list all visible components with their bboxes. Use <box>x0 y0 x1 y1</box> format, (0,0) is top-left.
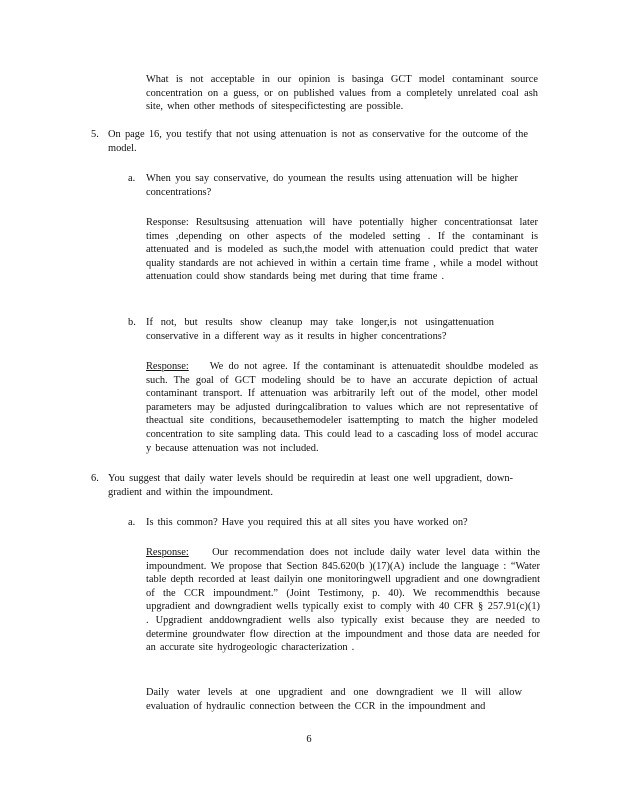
continuation-paragraph: What is not acceptable in our opinion is basinga GCT model contaminant source concentration on a guess, or on published values from a completely unrelated coal ash site, when other methods of sitespecifictesting are possible. <box>146 74 538 113</box>
response-6a-text: Our recommendation does not include daily water level data within the impoundment. We propose that Section 845.620(b )(17)(A) include the language : “Water table depth recorded at least dailyin one monitoringwell upgradient and one downgradient of the CCR impoundment.” (Joint Testimony, p. 40). We recommendthis because upgradient and downgradient wells typically exist to comply with 40 CFR § 257.91(c)(1) . Upgradient anddowngradient wells also typically exist because they are needed to determine groundwater flow direction at the impoundment and those data are needed for an accurate site hydrogeologic characterization . <box>146 547 541 654</box>
response-5a: Response: Resultsusing attenuation will have potentially higher concentrationsat later times ,depending on other aspects of the modeled setting . If the contaminant is attenuated and is modeled as such,the model with attenuation could predict that water quality standards are not achieved in within a certain time frame , while a model without attenuation could show standards being met during that time frame . <box>146 217 538 283</box>
question-6a-label: a. <box>128 517 136 528</box>
question-5b-text: If not, but results show cleanup may take longer,is not usingattenuation conservative in a different way as it results in higher concentrations? <box>146 317 494 342</box>
response-label: Response: <box>146 547 189 558</box>
question-5-number: 5. <box>91 129 99 140</box>
question-5a-text: When you say conservative, do youmean the results using attenuation will be higher concentrations? <box>146 173 518 198</box>
question-5-text: On page 16, you testify that not using attenuation is not as conservative for the outcome of the model. <box>108 129 528 154</box>
page-number: 6 <box>306 734 312 745</box>
question-6a-text: Is this common? Have you required this at all sites you have worked on? <box>146 517 468 528</box>
question-5b-label: b. <box>128 317 136 328</box>
response-5b-text: We do not agree. If the contaminant is attenuatedit shouldbe modeled as such. The goal of GCT modeling should be to have an accurate depiction of actual contaminant transport. If attenuation was arbitrarily left out of the model, other model parameters may be adjusted duringcalibration to values which are not representative of theactual site conditions, becausethemodeler isattempting to match the higher modeled concentration to site sampling data. This could lead to a cascading loss of model accurac y because attenuation was not included. <box>146 361 538 454</box>
response-label: Response: <box>146 361 189 372</box>
response-5b <box>146 360 538 455</box>
question-6-text: You suggest that daily water levels should be requiredin at least one well upgradient, down-gradient and within the impoundment. <box>108 473 513 498</box>
question-5a-label: a. <box>128 173 136 184</box>
response-6a-followup: Daily water levels at one upgradient and one downgradient we ll will allow evaluation of hydraulic connection between the CCR in the impoundment and <box>146 687 522 712</box>
question-6-number: 6. <box>91 473 99 484</box>
response-6a <box>146 546 540 655</box>
